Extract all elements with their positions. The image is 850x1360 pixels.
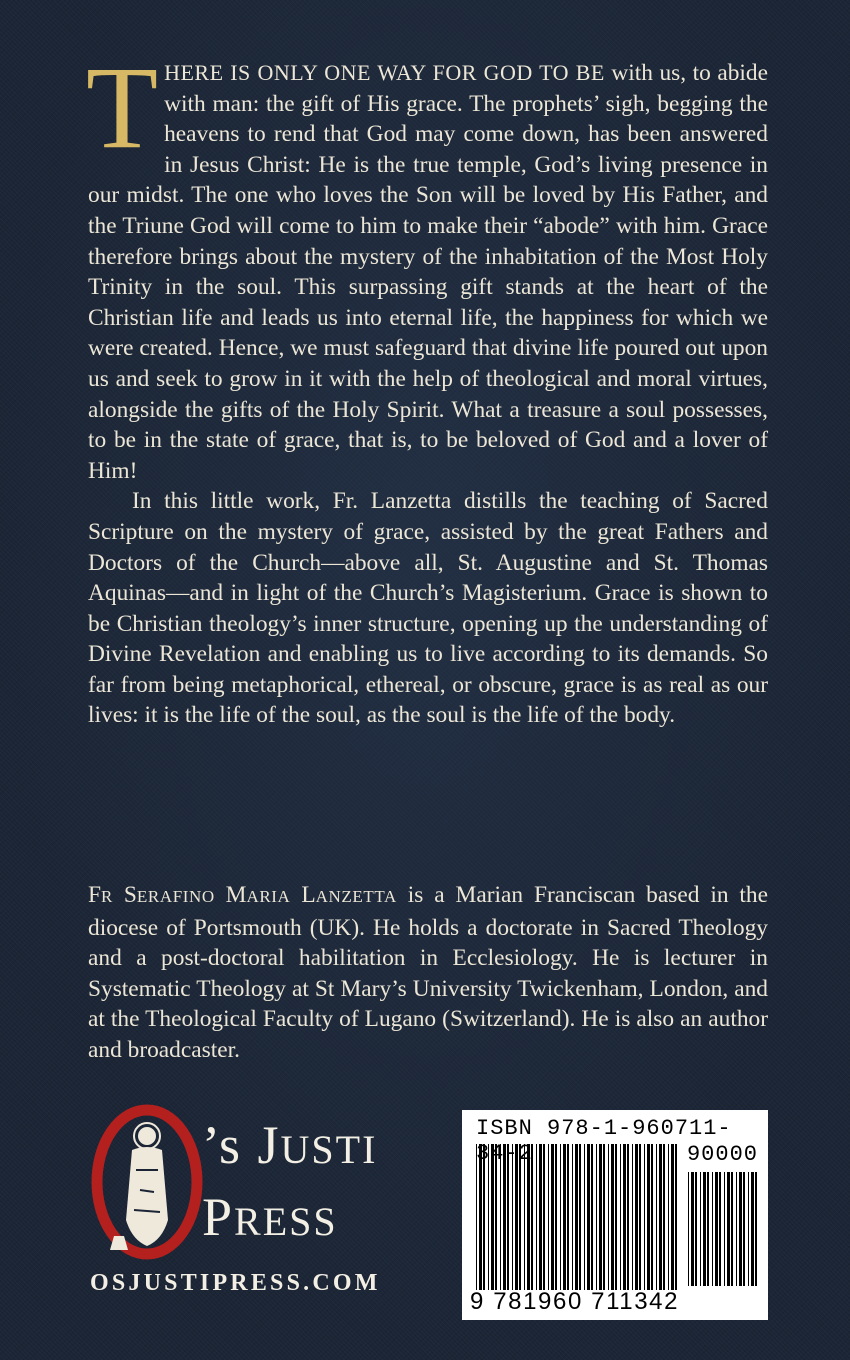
barcode-bar [539,1144,542,1290]
barcode-bar [675,1144,677,1290]
blurb-paragraph-1 [86,42,768,486]
barcode-bar [512,1144,513,1290]
barcode-bar [724,1172,725,1286]
barcode-bar [479,1144,482,1290]
barcode-bar [567,1144,569,1290]
publisher-logo [82,1092,422,1322]
barcode-bar [715,1172,718,1286]
barcode-bar [584,1144,585,1290]
barcode-bar [599,1144,602,1290]
author-bio-text: is a Marian Franciscan based in the diocese of Portsmouth (UK). He holds a doctorate in Sacred Theology and a post-doctoral habilitation in Ecclesiology. He is lecturer in Systematic Theology at St Mary’s University Twickenham, London, and at the Theological Faculty of Lugano (Switzerland). He is also an author and broadcaster. [88,882,768,1063]
barcode-bar [596,1144,597,1290]
barcode-bar [691,1172,694,1286]
barcode-bar [695,1172,697,1286]
barcode-bar [563,1144,566,1290]
barcode-bar [731,1172,733,1286]
saint-o-emblem-icon [88,1100,206,1260]
barcode-bar [488,1144,489,1290]
back-cover-blurb [86,42,768,731]
barcode-bar [743,1172,745,1286]
barcode-bar [644,1144,645,1290]
barcode-bar [543,1144,545,1290]
barcode-bar [663,1144,665,1290]
barcode-bar [603,1144,605,1290]
barcode-bar [659,1144,662,1290]
barcode-bar [491,1144,494,1290]
barcode-bar [688,1172,689,1286]
price-addon-bars [688,1172,758,1286]
barcode-bar [503,1144,506,1290]
barcode-bar [615,1144,617,1290]
barcode-bar [536,1144,537,1290]
barcode-bar [524,1144,525,1290]
barcode-bar [620,1144,621,1290]
barcode-bar [632,1144,633,1290]
barcode-bar [608,1144,609,1290]
lead-caps: HERE IS ONLY ONE WAY FOR GOD TO BE [164,60,605,85]
barcode-bar [579,1144,581,1290]
barcode-bar [519,1144,521,1290]
barcode-bar [651,1144,653,1290]
barcode-bar [548,1144,549,1290]
isbn-barcode [462,1110,768,1320]
barcode-bar [572,1144,573,1290]
barcode-bar [483,1144,485,1290]
barcode-bar [623,1144,626,1290]
barcode-bar [703,1172,706,1286]
isbn-label: ISBN 978-1-960711- 4-2 [476,1116,732,1166]
barcode-bar [575,1144,578,1290]
barcode-bar [527,1144,530,1290]
barcode-bar [515,1144,518,1290]
author-name: FR SERAFINO MARIA LANZETTA [88,882,397,908]
barcode-bar [551,1144,554,1290]
barcode-bar [500,1144,501,1290]
barcode-bar [476,1144,477,1290]
barcode-bar [531,1144,533,1290]
price-code: 90000 [686,1142,758,1167]
barcode-bar [555,1144,557,1290]
barcode-bar [635,1144,638,1290]
drop-cap: T [86,42,159,173]
barcode-bar [611,1144,614,1290]
ean-barcode-bars [476,1144,680,1290]
author-bio [88,880,768,1066]
barcode-bar [748,1172,749,1286]
barcode-bar [712,1172,713,1286]
barcode-bar [560,1144,561,1290]
blurb-paragraph-1-text: with us, to abide with man: the gift of His grace. The prophets’ sigh, begging the heavens to rend that God may come down, has been answered in Jesus Christ: He is the true temple, God’s living presence in our midst. The one who loves the Son will be loved by His Father, and the Triune God will come to him to make their “abode” with him. Grace therefore brings about the mystery of the inhabitation of the Most Holy Trinity in the soul. This surpassing gift stands at the heart of the Christian life and leads us into eternal life, the happiness for which we were created. Hence, we must safeguard that divine life poured out upon us and seek to grow in it with the help of theological and moral virtues, alongside the gifts of the Holy Spirit. What a treasure a soul possesses, to be in the state of grace, that is, to be beloved of God and a lover of Him! [88,60,768,484]
barcode-bar [656,1144,657,1290]
barcode-bar [495,1144,497,1290]
barcode-bar [751,1172,754,1286]
barcode-bar [736,1172,737,1286]
barcode-bar [591,1144,593,1290]
publisher-name-line-2: PRESS [202,1187,338,1247]
publisher-url: OSJUSTIPRESS.COM [90,1270,381,1296]
ean-digits: 9 781960 711342 [470,1288,680,1315]
barcode-bar [647,1144,650,1290]
barcode-bar [639,1144,641,1290]
barcode-bar [739,1172,742,1286]
barcode-bar [507,1144,509,1290]
barcode-bar [700,1172,701,1286]
barcode-bar [707,1172,709,1286]
barcode-bar [627,1144,629,1290]
barcode-bar [727,1172,730,1286]
barcode-bar [671,1144,674,1290]
publisher-name-line-1: ’s JUSTI [202,1115,378,1175]
barcode-bar [587,1144,590,1290]
barcode-bar [755,1172,757,1286]
barcode-bar [668,1144,669,1290]
blurb-paragraph-2: In this little work, Fr. Lanzetta distills the teaching of Sacred Scripture on the mystery of grace, assisted by the great Fathers and Doctors of the Church—above all, St. Augustine and St. Thomas Aquinas—and in light of the Church’s Magisterium. Grace is shown to be Christian theology’s inner structure, opening up the understanding of Divine Revelation and enabling us to live according to its demands. So far from being metaphorical, ethereal, or obscure, grace is as real as our lives: it is the life of the soul, as the soul is the life of the body. [88,488,768,729]
barcode-bar [719,1172,721,1286]
